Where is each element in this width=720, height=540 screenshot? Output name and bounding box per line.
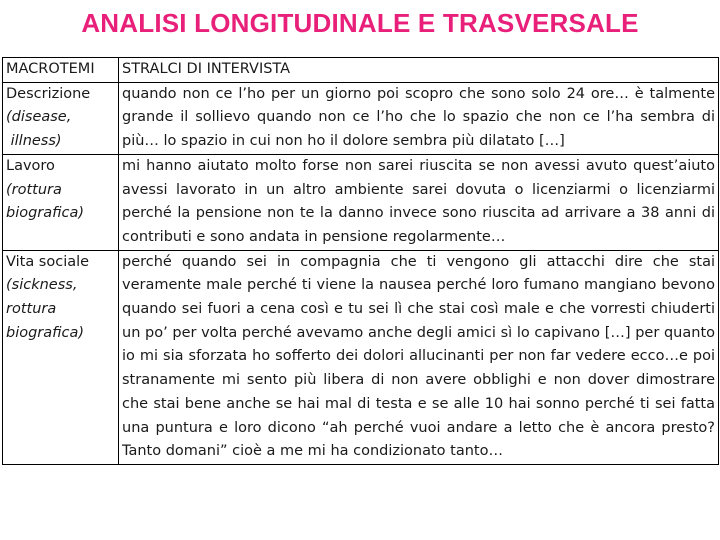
page-title: ANALISI LONGITUDINALE E TRASVERSALE [81,8,639,38]
excerpt-cell: quando non ce l’ho per un giorno poi scopro che sono solo 24 ore… è talmente grande il sollievo quando non ce l’ho che lo spazio che non ce l’ha sembra di più… lo spazio in cui non ho il dolore sembra più dilatato […] [119,82,719,154]
interview-table [2,57,719,465]
header-macrotemi: MACROTEMI [3,58,119,83]
theme-subtitle: illness) [6,133,62,150]
excerpt-cell: perché quando sei in compagnia che ti vengono gli attacchi dire che stai veramente male perché ti viene la nausea perché loro fumano mangiano bevono quando sei fuori a cena così e tu sei lì che stai così male e che vorresti chiuderti un po’ per volta perché avevamo anche degli amici sì lo capivano […] per quanto io mi sia sforzata ho sofferto dei dolori allucinanti per non far vedere ecco…e poi stranamente mi sento più libera di non avere obblighi e non dover dimostrare che stai bene anche se hai mal di testa e se alle 10 hai sonno perché ti sei fatta una puntura e loro dicono “ah perché vuoi andare a letto che è ancora presto? Tanto domani” cioè a me mi ha condizionato tanto… [119,250,719,464]
theme-cell [3,250,119,464]
theme-subtitle: biografica) [6,324,85,341]
theme-cell [3,82,119,154]
table-row [3,82,719,154]
theme-label: Vita sociale [6,253,90,270]
theme-label: Lavoro [6,157,55,174]
theme-subtitle: (rottura [6,181,62,198]
theme-subtitle: biografica) [6,205,85,222]
table-row [3,250,719,464]
table-row [3,154,719,250]
header-stralci: STRALCI DI INTERVISTA [119,58,719,83]
theme-subtitle: rottura [6,301,57,318]
theme-subtitle: (sickness, [6,277,78,294]
table-header-row [3,58,719,83]
theme-label: Descrizione [6,85,91,102]
theme-cell [3,154,119,250]
theme-subtitle: (disease, [6,109,72,126]
excerpt-cell: mi hanno aiutato molto forse non sarei riuscita se non avessi avuto quest’aiuto avessi lavorato in un altro ambiente sarei dovuta o licenziarmi o licenziarmi perché la pensione non te la danno invece sono riuscita ad arrivare a 38 anni di contributi e sono andata in pensione regolarmente… [119,154,719,250]
